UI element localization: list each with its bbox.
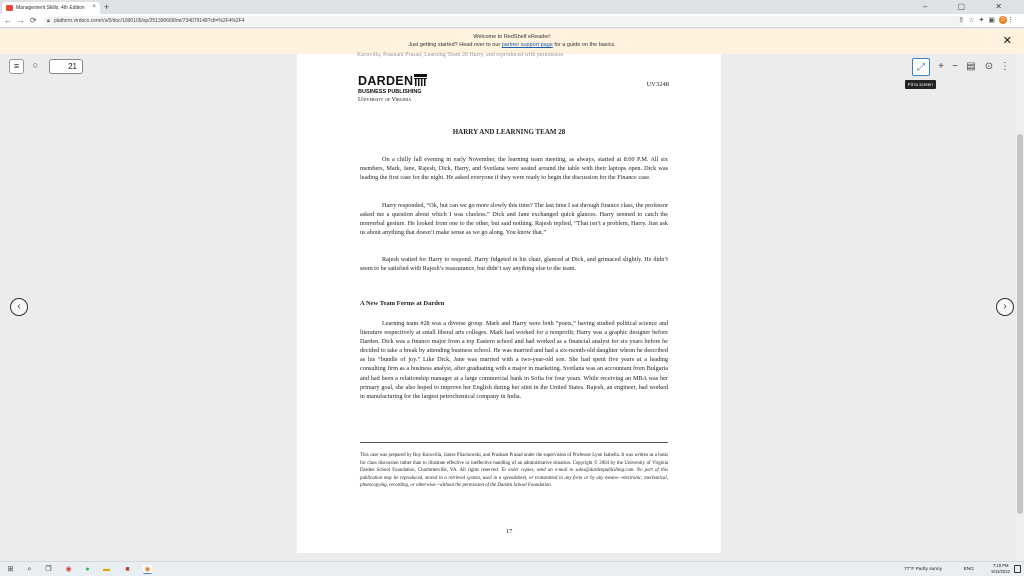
- footnote-italic-text: To order copies, send an e-mail to sales@dardenpublishing.com. No part of this publication may be reproduced, stored in a retrieval system, used in a spreadsheet, or transmitted in any form or by any means—electronic, mechanical, photocopying, recording, or otherwise—without the permission of the Darden School Foundation.: [360, 468, 668, 488]
- document-page: [297, 54, 721, 553]
- section-heading: A New Team Forms at Darden: [360, 300, 445, 307]
- notes-button[interactable]: [962, 58, 980, 76]
- page-number: 17: [505, 528, 513, 535]
- minus-icon: −: [952, 61, 958, 72]
- nav-buttons[interactable]: [4, 15, 42, 27]
- url-text: platform.virdocs.com/r/s/0/doc/1990105/sp/251390668/mi/734079148?cfi=%2F4%2F4: [54, 18, 245, 24]
- file-explorer-icon[interactable]: ▬: [103, 566, 110, 573]
- start-icon[interactable]: ⊞: [7, 566, 14, 573]
- chevron-right-icon: ›: [1003, 301, 1007, 312]
- weather-widget[interactable]: 77°F Partly sunny: [904, 567, 942, 572]
- address-bar: [0, 14, 1024, 28]
- banner-close-icon[interactable]: ✕: [1002, 35, 1012, 47]
- banner-text-after: for a guide on the basics.: [552, 42, 616, 48]
- menu-dots-icon[interactable]: ⋮: [1007, 17, 1018, 24]
- url-field[interactable]: [44, 16, 964, 26]
- clock-date: 9/13/2022: [991, 568, 1010, 574]
- chrome-active-icon[interactable]: ◉: [144, 566, 151, 573]
- sidepanel-icon[interactable]: ▣: [988, 17, 999, 24]
- browser-tab[interactable]: [2, 2, 100, 14]
- play-icon: ⊙: [984, 61, 994, 72]
- reload-icon[interactable]: ⟳: [30, 16, 42, 25]
- toc-menu-button[interactable]: [9, 59, 24, 74]
- case-title: HARRY AND LEARNING TEAM 28: [452, 128, 566, 136]
- search-icon: ○: [32, 60, 39, 70]
- more-vertical-icon: ⋮: [1000, 61, 1010, 72]
- tab-close-icon[interactable]: ×: [92, 4, 96, 10]
- chrome-icon[interactable]: ◉: [65, 566, 72, 573]
- favicon-icon: [6, 5, 13, 11]
- banner-subtitle: [0, 42, 1024, 48]
- back-icon[interactable]: ←: [4, 16, 17, 25]
- darden-logo: [358, 74, 427, 105]
- chevron-left-icon: ‹: [17, 301, 21, 312]
- more-button[interactable]: [996, 58, 1014, 76]
- case-code: UV3248: [646, 81, 669, 88]
- browser-tab-bar: [0, 0, 1024, 14]
- list-icon: ≡: [13, 61, 20, 71]
- partner-support-link[interactable]: partner support page: [501, 42, 553, 48]
- window-controls[interactable]: – ▢ ✕: [922, 2, 1016, 11]
- plus-icon: +: [938, 61, 944, 72]
- rotunda-icon: [414, 74, 427, 86]
- share-icon[interactable]: ⇪: [958, 17, 969, 24]
- clock-time: 7:19 PM: [992, 563, 1009, 568]
- logo-subtitle: BUSINESS PUBLISHING: [358, 89, 422, 95]
- banner-text-before: Just getting started? Head over to our: [408, 42, 502, 48]
- spotify-icon[interactable]: ●: [85, 566, 90, 573]
- app-icon[interactable]: ■: [125, 566, 130, 573]
- taskbar: [0, 561, 1024, 576]
- system-clock[interactable]: [991, 563, 1010, 574]
- fit-to-screen-tooltip: Fit to screen: [905, 80, 936, 89]
- search-taskbar-icon[interactable]: ⌕: [27, 566, 32, 573]
- previous-page-cut-text: Kuruvilla, Prashant Prasad, Learning Team 28 Harry, and reproduced with permission: [357, 52, 564, 58]
- logo-wordmark: DARDEN: [358, 74, 414, 88]
- paragraph-3: Rajesh waited for Harry to respond. Harry fidgeted in his chair, glanced at Dick, and grimaced slightly. He didn’t seem to be satisfied with Rajesh’s reassurance, but didn’t say anything else to the team.: [360, 256, 668, 273]
- profile-avatar[interactable]: D: [999, 16, 1007, 24]
- new-tab-button[interactable]: +: [104, 2, 110, 12]
- page-number-input[interactable]: 21: [49, 59, 83, 74]
- lock-icon: 🔒︎: [47, 18, 50, 24]
- language-indicator[interactable]: ENG: [963, 567, 974, 572]
- footnote-divider: [360, 442, 668, 443]
- forward-icon[interactable]: →: [17, 16, 30, 25]
- scrollbar-thumb[interactable]: [1017, 134, 1023, 514]
- task-view-icon[interactable]: ❐: [45, 566, 52, 573]
- paragraph-1: On a chilly fall evening in early November, the learning team meeting, as always, started at 8:00 P.M. All six members, Mark, Jane, Rajesh, Dick, Harry, and Svetlana were seated around the table with their laptops open. Dick was leading the first case for the night. He asked everyone if they were ready to begin the discussion for the Finance case.: [360, 156, 668, 182]
- footnote-text: This case was prepared by Roy Kuruvilla, James Pilachowski, and Prashant Prasad under the supervision of Professor Lynn Isabella. It was written as a basis for class discussion rather than to illustrate effective or ineffective handling of an administrative situation. Copyright © 2004 by the University of Virginia Darden School Foundation, Charlottesville, VA. All rights reserved.: [360, 453, 668, 473]
- footnote: [360, 452, 668, 490]
- next-page-button[interactable]: [996, 298, 1014, 316]
- logo-university: University of Virginia: [358, 97, 412, 103]
- notes-icon: ▤: [966, 61, 976, 72]
- scrollbar[interactable]: [1016, 54, 1024, 561]
- banner-title: Welcome to RedShelf eReader!: [473, 34, 551, 40]
- extensions-icon[interactable]: ✦: [978, 17, 989, 24]
- welcome-banner: [0, 29, 1024, 54]
- paragraph-4: Learning team #28 was a diverse group. Mark and Harry were both “poets,” having studied political science and literature respectively at small liberal arts colleges. Mark had worked for a nonprofit; Harry was a graphic designer before Darden. Dick was a finance major from a top Eastern school and had worked as a financial analyst for six years before he decided to take a break by attending business school. He was married and had a six-month-old daughter whom he described as his “bundle of joy.” Like Dick, Jane was married with a two-year-old son. She had spent five years at a leading consulting firm as a business analyst, after graduating with a major in marketing. Svetlana was an accountant from Bulgaria and had been a relationship manager at a large commercial bank in Sofia for four years. While receiving an MBA was her primary goal, she also hoped to improve her English during her stint in the United States. Rajesh, an engineer, had worked in manufacturing for the largest petrochemical company in India.: [360, 320, 668, 400]
- previous-page-button[interactable]: [10, 298, 28, 316]
- bookmark-star-icon[interactable]: ☆: [968, 17, 979, 24]
- notification-icon[interactable]: [1014, 565, 1021, 573]
- tab-title: Management Skills, 4th Edition: [16, 5, 85, 11]
- expand-icon: ⤢: [917, 62, 925, 73]
- search-button[interactable]: [28, 59, 43, 74]
- fit-to-screen-button[interactable]: [912, 58, 930, 76]
- browser-actions: [958, 15, 1018, 27]
- paragraph-2: Harry responded, “Ok, but can we go more slowly this time? The last time I sat through finance class, the professor asked me a question about which I was clueless.” Dick and Jane exchanged quick glances. Harry seemed to catch the nonverbal gesture. He looked from one to the other, but said nothing. Rajesh replied, “That isn’t a problem, Harry. Just ask us about anything that doesn’t make sense as we go along. You know that.”: [360, 202, 668, 237]
